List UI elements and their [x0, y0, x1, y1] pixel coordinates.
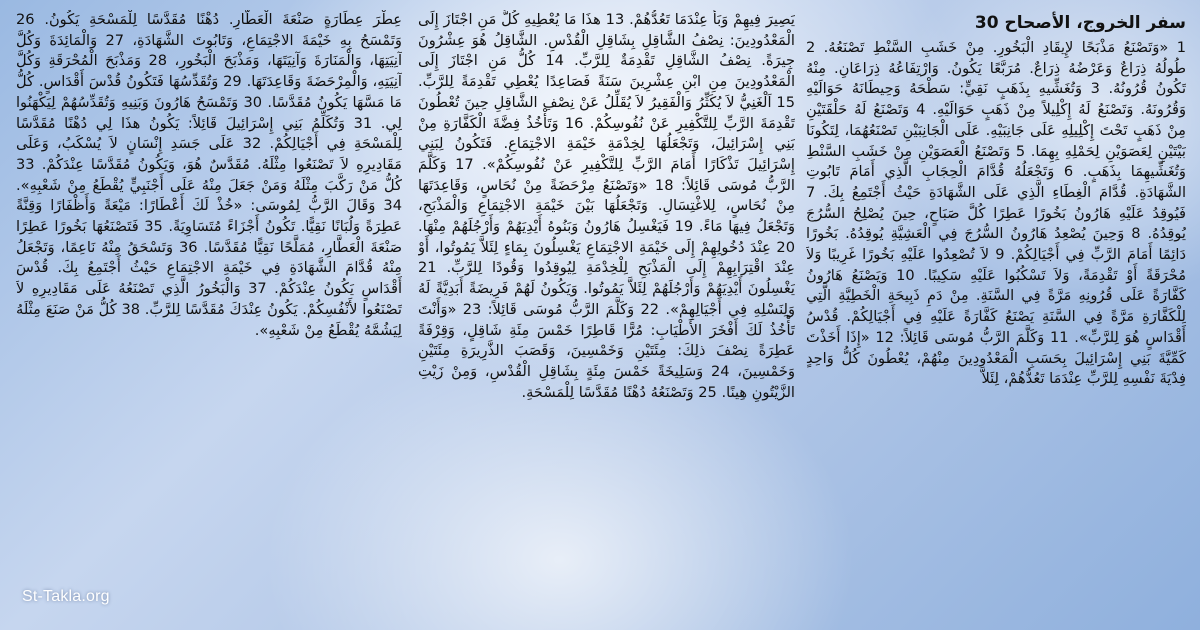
page-title: سفر الخروج، الأصحاح 30: [974, 13, 1186, 33]
chapter-text-right: 1 «وَتَصْنَعُ مَذْبَحًا لإِيقَادِ الْبَخُورِ. مِنْ خَشَبِ السَّنْطِ تَصْنَعُهُ. 2 طُولُهُ ذِرَاعٌ وَعَرْضُهُ ذِرَاعٌ. مُرَبَّعًا يَكُونُ. وَارْتِفَاعُهُ ذِرَاعَانِ. مِنْهُ تَكُونُ قُرُونُهُ. 3 وَتُغَشِّيهِ بِذَهَبٍ نَقِيٍّ: سَطْحَهُ وَحِيطَانَهُ حَوَالَيْهِ وَقُرُونَهُ. وَتَصْنَعُ لَهُ إِكْلِيلاً مِنْ ذَهَبٍ حَوَالَيْهِ. 4 وَتَصْنَعُ لَهُ حَلْقَتَيْنِ مِنْ ذَهَبٍ تَحْتَ إِكْلِيلِهِ عَلَى جَانِبَيْهِ. عَلَى الْجَانِبَيْنِ تَصْنَعُهُمَا، لِتَكُونَا بَيْتَيْنِ لِعَصَوَيْنِ لِحَمْلِهِ بِهِمَا. 5 وَتَصْنَعُ الْعَصَوَيْنِ مِنْ خَشَبِ السَّنْطِ وَتُغَشِّيهِمَا بِذَهَبٍ. 6 وَتَجْعَلُهُ قُدَّامَ الْحِجَابِ الَّذِي أَمَامَ تَابُوتِ الشَّهَادَةِ. قُدَّامَ الْغِطَاءِ الَّذِي عَلَى الشَّهَادَةِ حَيْثُ أَجْتَمِعُ بِكَ. 7 فَيُوقِدُ عَلَيْهِ هَارُونُ بَخُورًا عَطِرًا كُلَّ صَبَاحٍ، حِينَ يُصْلِحُ السُّرُجَ يُوقِدُهُ. 8 وَحِينَ يُصْعِدُ هَارُونُ السُّرُجَ فِي الْعَشِيَّةِ يُوقِدُهُ. بَخُورًا دَائِمًا أَمَامَ الرَّبِّ فِي أَجْيَالِكُمْ. 9 لاَ تُصْعِدُوا عَلَيْهِ بَخُورًا غَرِيبًا وَلاَ مُحْرَقَةً أَوْ تَقْدِمَةً، وَلاَ تَسْكُبُوا عَلَيْهِ سَكِيبًا. 10 وَيَصْنَعُ هَارُونُ كَفَّارَةً عَلَى قُرُونِهِ مَرَّةً فِي السَّنَةِ. مِنْ دَمِ ذَبِيحَةِ الْخَطِيَّةِ الَّتِي لِلْكَفَّارَةِ مَرَّةً فِي السَّنَةِ يَصْنَعُ كَفَّارَةً عَلَيْهِ فِي أَجْيَالِكُمْ. قُدْسُ أَقْدَاسٍ هُوَ لِلرَّبِّ». 11 وَكَلَّمَ الرَّبُّ مُوسَى قَائِلاً: 12 «إِذَا أَخَذْتَ كَمِّيَّةَ بَنِي إِسْرَائِيلَ بِحَسَبِ الْمَعْدُودِينَ مِنْهُمْ، يُعْطُونَ كُلُّ وَاحِدٍ فِدْيَةَ نَفْسِهِ لِلرَّبِّ عِنْدَمَا تَعُدُّهُمْ، لِئَلاَّ: [806, 39, 1186, 388]
column-left: [16, 10, 402, 595]
chapter-text-middle: يَصِيرَ فِيهِمْ وَبَأٌ عِنْدَمَا تَعُدُّهُمْ. 13 هذَا مَا يُعْطِيهِ كُلُّ مَنِ اجْتَازَ إِلَى الْمَعْدُودِينَ: نِصْفُ الشَّاقِلِ بِشَاقِلِ الْقُدْسِ. الشَّاقِلُ هُوَ عِشْرُونَ جِيرَةً. نِصْفُ الشَّاقِلِ تَقْدِمَةٌ لِلرَّبِّ. 14 كُلُّ مَنِ اجْتَازَ إِلَى الْمَعْدُودِينَ مِنِ ابْنِ عِشْرِينَ سَنَةً فَصَاعِدًا يُعْطِي تَقْدِمَةً لِلرَّبِّ. 15 اَلْغَنِيُّ لاَ يُكَثِّرُ وَالْفَقِيرُ لاَ يُقَلِّلُ عَنْ نِصْفِ الشَّاقِلِ حِينَ تُعْطُونَ تَقْدِمَةَ الرَّبِّ لِلتَّكْفِيرِ عَنْ نُفُوسِكُمْ. 16 وَتَأْخُذُ فِضَّةَ الْكَفَّارَةِ مِنْ بَنِي إِسْرَائِيلَ، وَتَجْعَلُهَا لِخِدْمَةِ خَيْمَةِ الاجْتِمَاعِ. فَتَكُونُ لِبَنِي إِسْرَائِيلَ تَذْكَارًا أَمَامَ الرَّبِّ لِلتَّكْفِيرِ عَنْ نُفُوسِكُمْ». 17 وَكَلَّمَ الرَّبُّ مُوسَى قَائِلاً: 18 «وَتَصْنَعُ مِرْحَضَةً مِنْ نُحَاسٍ، وَقَاعِدَتَهَا مِنْ نُحَاسٍ، لِلاغْتِسَالِ. وَتَجْعَلُهَا بَيْنَ خَيْمَةِ الاجْتِمَاعِ وَالْمَذْبَحِ، وَتَجْعَلُ فِيهَا مَاءً. 19 فَيَغْسِلُ هَارُونُ وَبَنُوهُ أَيْدِيَهُمْ وَأَرْجُلَهُمْ مِنْهَا. 20 عِنْدَ دُخُولِهِمْ إِلَى خَيْمَةِ الاجْتِمَاعِ يَغْسِلُونَ بِمَاءٍ لِئَلاَّ يَمُوتُوا، أَوْ عِنْدَ اقْتِرَابِهِمْ إِلَى الْمَذْبَحِ لِلْخِدْمَةِ لِيُوقِدُوا وَقُودًا لِلرَّبِّ. 21 يَغْسِلُونَ أَيْدِيَهُمْ وَأَرْجُلَهُمْ لِئَلاَّ يَمُوتُوا. وَيَكُونُ لَهُمْ فَرِيضَةً أَبَدِيَّةً لَهُ وَلِنَسْلِهِ فِي أَجْيَالِهِمْ». 22 وَكَلَّمَ الرَّبُّ مُوسَى قَائِلاً: 23 «وَأَنْتَ تَأْخُذُ لَكَ أَفْخَرَ الأَطْيَابِ: مُرًّا قَاطِرًا خَمْسَ مِئَةِ شَاقِلٍ، وَقِرْفَةً عَطِرَةً نِصْفَ ذلِكَ: مِئَتَيْنِ وَخَمْسِينَ، وَقَصَبَ الذَّرِيرَةِ مِئَتَيْنِ وَخَمْسِينَ، 24 وَسَلِيخَةً خَمْسَ مِئَةٍ بِشَاقِلِ الْقُدْسِ، وَمِنْ زَيْتِ الزَّيْتُونِ هِينًا. 25 وَتَصْنَعُهُ دُهْنًا مُقَدَّسًا لِلْمَسْحَةِ.: [418, 11, 795, 401]
site-watermark: St-Takla.org: [22, 588, 110, 605]
column-right: [806, 10, 1186, 595]
chapter-text-left: عِطْرَ عِطَارَةٍ صَنْعَةَ الْعَطَّارِ. دُهْنًا مُقَدَّسًا لِلْمَسْحَةِ يَكُونُ. 26 وَتَمْسَحُ بِهِ خَيْمَةَ الاجْتِمَاعِ، وَتَابُوتَ الشَّهَادَةِ، 27 وَالْمَائِدَةَ وَكُلَّ آنِيَتِهَا، وَالْمَنَارَةَ وَآنِيَتَهَا، وَمَذْبَحَ الْبَخُورِ، 28 وَمَذْبَحَ الْمُحْرَقَةِ وَكُلَّ آنِيَتِهِ، وَالْمِرْحَضَةَ وَقَاعِدَتَهَا. 29 وَتُقَدِّسُهَا فَتَكُونُ قُدْسَ أَقْدَاسٍ. كُلُّ مَا مَسَّهَا يَكُونُ مُقَدَّسًا. 30 وَتَمْسَحُ هَارُونَ وَبَنِيهِ وَتُقَدِّسُهُمْ لِيَكْهَنُوا لِي. 31 وَتُكَلِّمُ بَنِي إِسْرَائِيلَ قَائِلاً: يَكُونُ هذَا لِي دُهْنًا مُقَدَّسًا لِلْمَسْحَةِ فِي أَجْيَالِكُمْ. 32 عَلَى جَسَدِ إِنْسَانٍ لاَ يُسْكَبُ، وَعَلَى مَقَادِيرِهِ لاَ تَصْنَعُوا مِثْلَهُ. مُقَدَّسٌ هُوَ، وَيَكُونُ مُقَدَّسًا عِنْدَكُمْ. 33 كُلُّ مَنْ رَكَّبَ مِثْلَهُ وَمَنْ جَعَلَ مِنْهُ عَلَى أَجْنَبِيٍّ يُقْطَعُ مِنْ شَعْبِهِ». 34 وَقَالَ الرَّبُّ لِمُوسَى: «خُذْ لَكَ أَعْطَارًا: مَيْعَةً وَأَظْفَارًا وَقِنَّةً عَطِرَةً وَلُبَانًا نَقِيًّا. تَكُونُ أَجْزَاءً مُتَسَاوِيَةً. 35 فَتَصْنَعُهَا بَخُورًا عَطِرًا صَنْعَةَ الْعَطَّارِ، مُمَلَّحًا نَقِيًّا مُقَدَّسًا. 36 وَتَسْحَقُ مِنْهُ نَاعِمًا، وَتَجْعَلُ مِنْهُ قُدَّامَ الشَّهَادَةِ فِي خَيْمَةِ الاجْتِمَاعِ حَيْثُ أَجْتَمِعُ بِكَ. قُدْسَ أَقْدَاسٍ يَكُونُ عِنْدَكُمْ. 37 وَالْبَخُورُ الَّذِي تَصْنَعُهُ عَلَى مَقَادِيرِهِ لاَ تَصْنَعُوا لأَنْفُسِكُمْ. يَكُونُ عِنْدَكَ مُقَدَّسًا لِلرَّبِّ. 38 كُلُّ مَنْ صَنَعَ مِثْلَهُ لِيَشُمَّهُ يُقْطَعُ مِنْ شَعْبِهِ».: [16, 11, 402, 339]
column-middle: [418, 10, 795, 595]
